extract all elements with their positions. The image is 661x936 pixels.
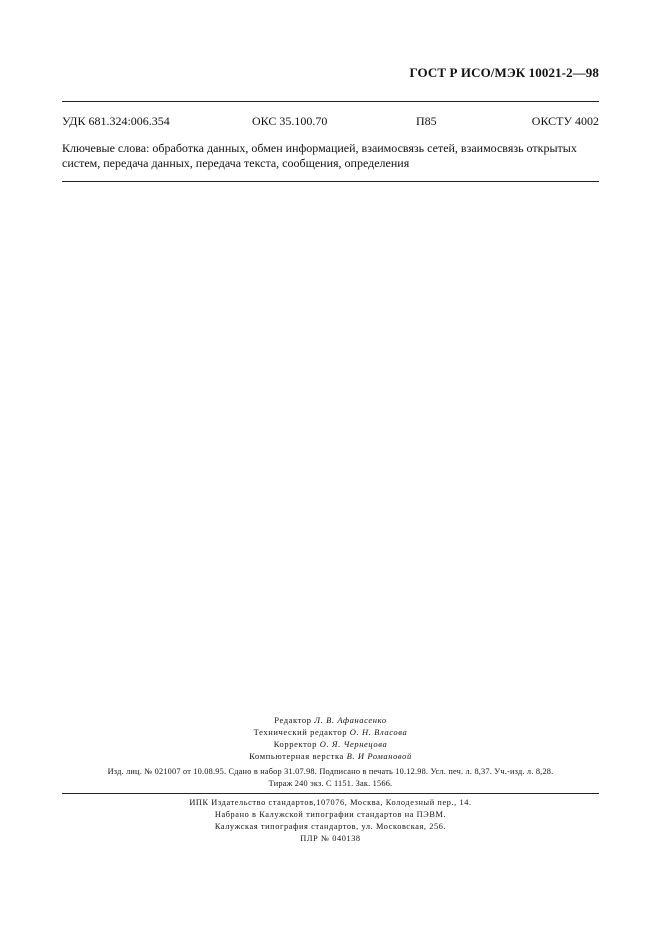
classification-codes bbox=[62, 114, 599, 130]
credit-corrector-role: Корректор bbox=[273, 739, 317, 749]
keywords-line-1: Ключевые слова: обработка данных, обмен информацией, взаимосвязь сетей, взаимосвязь открытых bbox=[62, 141, 577, 155]
credit-layout-role: Компьютерная верстка bbox=[249, 751, 344, 761]
credit-tech-editor-role: Технический редактор bbox=[253, 727, 348, 737]
credit-layout-name: В. И Романовой bbox=[346, 751, 412, 761]
publisher-line-3: Калужская типография стандартов, ул. Московская, 256. bbox=[214, 822, 447, 831]
imprint-rule bbox=[62, 793, 599, 794]
group-code: П85 bbox=[416, 114, 437, 128]
okstu-code: ОКСТУ 4002 bbox=[531, 114, 599, 128]
credit-tech-editor-name: О. Н. Власова bbox=[349, 727, 408, 737]
credit-editor-role: Редактор bbox=[274, 715, 312, 725]
keywords bbox=[62, 141, 602, 171]
imprint-line-2: Тираж 240 экз. С 1151. Зак. 1566. bbox=[268, 779, 393, 788]
credit-corrector bbox=[0, 738, 661, 750]
standard-id: ГОСТ Р ИСО/МЭК 10021-2—98 bbox=[409, 65, 599, 80]
credits bbox=[0, 714, 661, 762]
credit-corrector-name: О. Я. Чернецова bbox=[319, 739, 388, 749]
oks-code: ОКС 35.100.70 bbox=[252, 114, 328, 128]
top-rule bbox=[62, 101, 599, 102]
credit-editor bbox=[0, 714, 661, 726]
credit-layout bbox=[0, 750, 661, 762]
keywords-line-2: систем, передача данных, передача текста, сообщения, определения bbox=[62, 156, 410, 170]
publisher-line-1: ИПК Издательство стандартов,107076, Москва, Колодезный пер., 14. bbox=[189, 798, 472, 807]
imprint-line-1: Изд. лиц. № 021007 от 10.08.95. Сдано в набор 31.07.98. Подписано в печать 10.12.98. Усл. печ. л. 8,37. Уч.-изд. л. 8,28. bbox=[107, 767, 554, 776]
udk-code: УДК 681.324:006.354 bbox=[62, 114, 170, 128]
credit-editor-name: Л. В. Афанасенко bbox=[314, 715, 387, 725]
keywords-rule bbox=[62, 181, 599, 182]
publisher-line-4: ПЛР № 040138 bbox=[300, 834, 361, 843]
imprint bbox=[0, 766, 661, 790]
credit-tech-editor bbox=[0, 726, 661, 738]
publisher-line-2: Набрано в Калужской типографии стандартов на ПЭВМ. bbox=[214, 810, 447, 819]
publisher-info bbox=[0, 797, 661, 845]
